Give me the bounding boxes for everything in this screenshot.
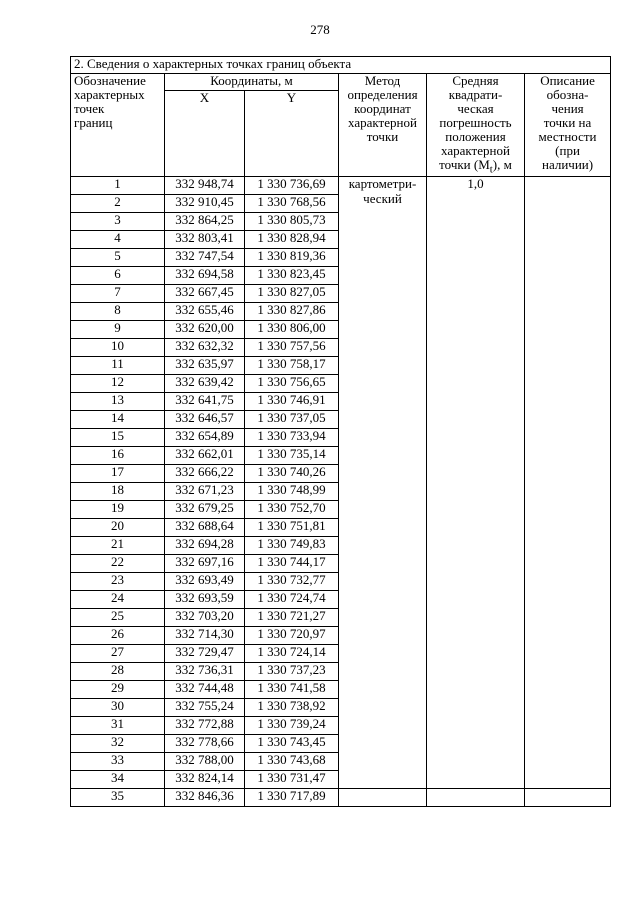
header-error-last: точки (M <box>439 157 490 173</box>
coord-x: 332 693,49 <box>165 573 245 591</box>
coord-x: 332 635,97 <box>165 357 245 375</box>
coord-x: 332 703,20 <box>165 609 245 627</box>
header-row <box>71 74 611 91</box>
method-cell <box>339 177 427 789</box>
point-number: 3 <box>71 213 165 231</box>
coord-y: 1 330 746,91 <box>245 393 339 411</box>
coord-x: 332 729,47 <box>165 645 245 663</box>
coord-y: 1 330 768,56 <box>245 195 339 213</box>
coord-x: 332 654,89 <box>165 429 245 447</box>
coord-x: 332 646,57 <box>165 411 245 429</box>
point-number: 18 <box>71 483 165 501</box>
coord-x: 332 639,42 <box>165 375 245 393</box>
coord-y: 1 330 828,94 <box>245 231 339 249</box>
coord-y: 1 330 736,69 <box>245 177 339 195</box>
point-number: 9 <box>71 321 165 339</box>
coord-x: 332 948,74 <box>165 177 245 195</box>
coord-y: 1 330 720,97 <box>245 627 339 645</box>
point-number: 16 <box>71 447 165 465</box>
coord-y: 1 330 744,17 <box>245 555 339 573</box>
coord-x: 332 744,48 <box>165 681 245 699</box>
method-line: ческий <box>363 190 402 206</box>
coord-y: 1 330 805,73 <box>245 213 339 231</box>
point-number: 25 <box>71 609 165 627</box>
section-title-row <box>71 57 611 74</box>
coord-x: 332 697,16 <box>165 555 245 573</box>
point-number: 10 <box>71 339 165 357</box>
point-number: 17 <box>71 465 165 483</box>
point-number: 8 <box>71 303 165 321</box>
coord-y: 1 330 756,65 <box>245 375 339 393</box>
coord-x: 332 655,46 <box>165 303 245 321</box>
page-number: 278 <box>310 22 330 37</box>
header-error-lines: Средняя квадрати- ческая погрешность положения характерной <box>439 73 512 159</box>
point-number: 22 <box>71 555 165 573</box>
coord-y: 1 330 717,89 <box>245 789 339 807</box>
header-designation: Обозначение характерных точек границ <box>71 74 165 177</box>
coord-x: 332 632,32 <box>165 339 245 357</box>
point-number: 31 <box>71 717 165 735</box>
coord-y: 1 330 721,27 <box>245 609 339 627</box>
coord-y: 1 330 735,14 <box>245 447 339 465</box>
coord-y: 1 330 743,45 <box>245 735 339 753</box>
coord-x: 332 620,00 <box>165 321 245 339</box>
coord-y: 1 330 823,45 <box>245 267 339 285</box>
point-number: 23 <box>71 573 165 591</box>
coord-x: 332 864,25 <box>165 213 245 231</box>
header-description: Описание обозна- чения точки на местности (при наличии) <box>525 74 611 177</box>
point-number: 28 <box>71 663 165 681</box>
error-cell: 1,0 <box>427 177 525 789</box>
method-line: картометри- <box>348 176 417 192</box>
coord-y: 1 330 738,92 <box>245 699 339 717</box>
coord-y: 1 330 749,83 <box>245 537 339 555</box>
coord-y: 1 330 741,58 <box>245 681 339 699</box>
header-error-tail: ), м <box>492 157 512 173</box>
coord-x: 332 747,54 <box>165 249 245 267</box>
coord-x: 332 788,00 <box>165 753 245 771</box>
coord-y: 1 330 827,86 <box>245 303 339 321</box>
table-row <box>71 177 611 195</box>
header-error-sub: t <box>489 163 493 176</box>
coord-x: 332 671,23 <box>165 483 245 501</box>
coord-y: 1 330 751,81 <box>245 519 339 537</box>
point-number: 20 <box>71 519 165 537</box>
point-number: 12 <box>71 375 165 393</box>
point-number: 30 <box>71 699 165 717</box>
coord-x: 332 846,36 <box>165 789 245 807</box>
coord-x: 332 803,41 <box>165 231 245 249</box>
table-row <box>71 789 611 807</box>
coord-y: 1 330 737,05 <box>245 411 339 429</box>
point-number: 15 <box>71 429 165 447</box>
coord-y: 1 330 752,70 <box>245 501 339 519</box>
coord-x: 332 688,64 <box>165 519 245 537</box>
coord-y: 1 330 733,94 <box>245 429 339 447</box>
coord-x: 332 641,75 <box>165 393 245 411</box>
header-y: Y <box>245 91 339 177</box>
point-number: 19 <box>71 501 165 519</box>
boundary-points-table <box>70 56 611 807</box>
point-number: 4 <box>71 231 165 249</box>
coord-y: 1 330 757,56 <box>245 339 339 357</box>
coord-y: 1 330 724,74 <box>245 591 339 609</box>
point-number: 11 <box>71 357 165 375</box>
coord-x: 332 694,58 <box>165 267 245 285</box>
coord-x: 332 824,14 <box>165 771 245 789</box>
coord-y: 1 330 724,14 <box>245 645 339 663</box>
point-number: 26 <box>71 627 165 645</box>
point-number: 35 <box>71 789 165 807</box>
header-method: Метод определения координат характерной точки <box>339 74 427 177</box>
point-number: 33 <box>71 753 165 771</box>
point-number: 7 <box>71 285 165 303</box>
coord-x: 332 736,31 <box>165 663 245 681</box>
point-number: 29 <box>71 681 165 699</box>
coord-y: 1 330 806,00 <box>245 321 339 339</box>
point-number: 2 <box>71 195 165 213</box>
coord-x: 332 778,66 <box>165 735 245 753</box>
method-cell-last <box>339 789 427 807</box>
point-number: 21 <box>71 537 165 555</box>
coord-x: 332 667,45 <box>165 285 245 303</box>
coord-x: 332 666,22 <box>165 465 245 483</box>
description-cell-last <box>525 789 611 807</box>
coord-y: 1 330 732,77 <box>245 573 339 591</box>
coord-y: 1 330 819,36 <box>245 249 339 267</box>
point-number: 32 <box>71 735 165 753</box>
coord-y: 1 330 743,68 <box>245 753 339 771</box>
coord-x: 332 679,25 <box>165 501 245 519</box>
coord-x: 332 693,59 <box>165 591 245 609</box>
coord-x: 332 755,24 <box>165 699 245 717</box>
coord-x: 332 772,88 <box>165 717 245 735</box>
header-x: X <box>165 91 245 177</box>
header-error <box>427 74 525 177</box>
point-number: 34 <box>71 771 165 789</box>
point-number: 27 <box>71 645 165 663</box>
coord-y: 1 330 740,26 <box>245 465 339 483</box>
error-cell-last <box>427 789 525 807</box>
coord-y: 1 330 731,47 <box>245 771 339 789</box>
point-number: 24 <box>71 591 165 609</box>
point-number: 6 <box>71 267 165 285</box>
point-number: 1 <box>71 177 165 195</box>
coord-x: 332 694,28 <box>165 537 245 555</box>
coord-y: 1 330 758,17 <box>245 357 339 375</box>
point-number: 5 <box>71 249 165 267</box>
header-coordinates: Координаты, м <box>165 74 339 91</box>
coord-y: 1 330 827,05 <box>245 285 339 303</box>
section-title: 2. Сведения о характерных точках границ объекта <box>71 57 611 74</box>
coord-x: 332 910,45 <box>165 195 245 213</box>
description-cell <box>525 177 611 789</box>
coord-y: 1 330 748,99 <box>245 483 339 501</box>
coord-y: 1 330 739,24 <box>245 717 339 735</box>
coord-x: 332 662,01 <box>165 447 245 465</box>
point-number: 14 <box>71 411 165 429</box>
coord-x: 332 714,30 <box>165 627 245 645</box>
point-number: 13 <box>71 393 165 411</box>
coord-y: 1 330 737,23 <box>245 663 339 681</box>
